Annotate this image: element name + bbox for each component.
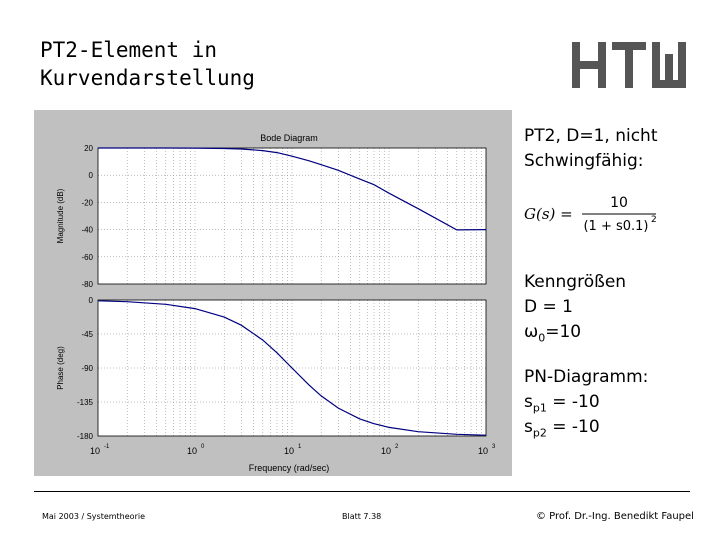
magnitude-y-tick-label: -20 (81, 198, 93, 208)
x-tick-label: 10 (89, 446, 101, 456)
x-tick-exponent: 1 (298, 444, 302, 450)
pole-1-value: = -10 (546, 392, 600, 412)
transfer-function-formula (524, 188, 674, 238)
phase-y-tick-label: -180 (76, 432, 93, 441)
param-damping: D = 1 (524, 297, 573, 317)
param-omega (524, 320, 714, 345)
description-line-1: PT2, D=1, nicht (524, 126, 658, 146)
formula-numerator: 10 (610, 195, 628, 211)
slide-title-line-1: PT2-Element in (40, 38, 218, 62)
pole-2 (524, 415, 714, 440)
magnitude-y-tick-label: -60 (81, 252, 93, 262)
htw-logo (570, 40, 690, 90)
omega-symbol: ω (524, 322, 539, 342)
chart-title: Bode Diagram (260, 133, 318, 143)
pole-2-subscript: p2 (532, 426, 547, 440)
footer-right: © Prof. Dr.-Ing. Benedikt Faupel (536, 511, 694, 522)
phase-y-tick-label: -90 (81, 364, 93, 373)
footer-center: Blatt 7.38 (342, 512, 382, 521)
magnitude-y-tick-label: -40 (81, 225, 93, 235)
formula-denominator: (1 + s0.1) (583, 219, 649, 234)
x-tick-label: 10 (283, 446, 295, 456)
x-tick-label: 10 (186, 446, 198, 456)
side-panel (524, 124, 714, 440)
phase-axis-label: Phase (deg) (56, 346, 65, 390)
omega-subscript: 0 (538, 331, 546, 345)
footer-left: Mai 2003 / Systemtheorie (42, 512, 145, 521)
magnitude-axes (98, 148, 486, 284)
slide-title-line-2: Kurvendarstellung (40, 66, 255, 90)
x-tick-label: 10 (477, 446, 489, 456)
phase-y-tick-label: 0 (88, 296, 93, 305)
pole-1 (524, 390, 714, 415)
x-tick-exponent: 3 (492, 444, 496, 450)
x-tick-exponent: 2 (395, 444, 399, 450)
pole-2-base: s (524, 417, 533, 437)
formula-exponent: 2 (651, 215, 657, 225)
bode-diagram-svg (34, 110, 512, 476)
pole-1-subscript: p1 (532, 401, 547, 415)
x-tick-label: 10 (380, 446, 392, 456)
pole-2-value: = -10 (546, 417, 600, 437)
magnitude-axis-label: Magnitude (dB) (56, 188, 65, 244)
magnitude-y-tick-label: 20 (84, 144, 93, 153)
phase-y-tick-label: -135 (76, 398, 93, 407)
x-axis-label: Frequency (rad/sec) (248, 463, 330, 473)
description-line-2: Schwingfähig: (524, 151, 644, 171)
magnitude-y-tick-label: 0 (88, 171, 93, 181)
params-heading: Kenngrößen (524, 272, 627, 292)
x-tick-exponent: -1 (104, 444, 110, 450)
pn-heading: PN-Diagramm: (524, 367, 649, 387)
phase-y-tick-label: -45 (81, 330, 93, 339)
x-tick-exponent: 0 (201, 444, 205, 450)
formula-lhs: G(s) = (524, 205, 573, 223)
footer-divider (34, 491, 690, 492)
slide-title (40, 36, 500, 92)
bode-diagram (34, 110, 512, 476)
pole-1-base: s (524, 392, 533, 412)
magnitude-y-tick-label: -80 (81, 280, 93, 289)
omega-value: =10 (545, 322, 582, 342)
